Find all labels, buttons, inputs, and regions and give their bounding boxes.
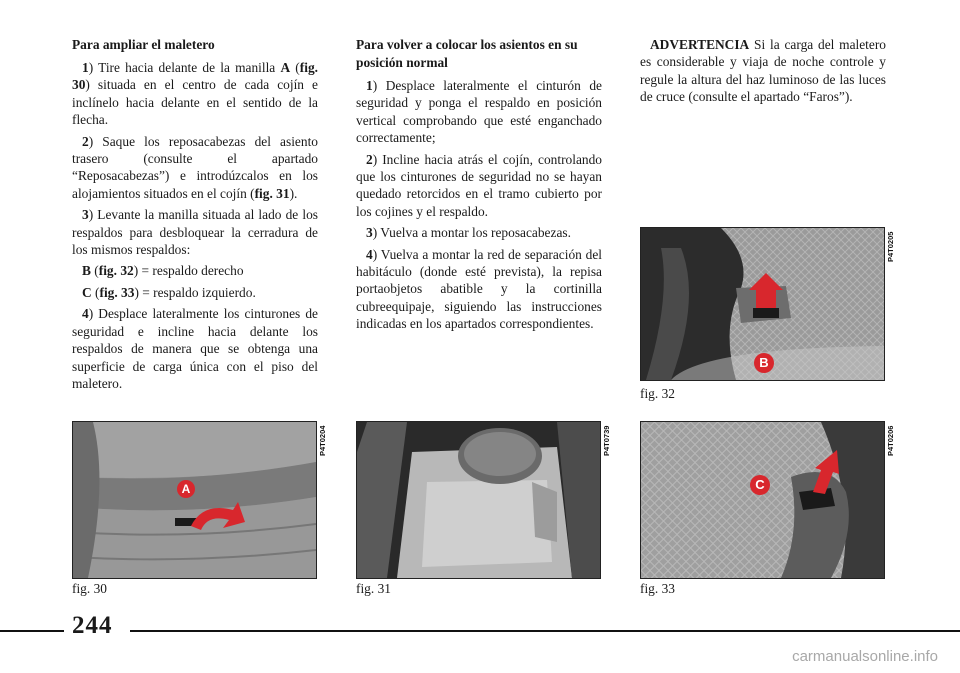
fig-ref: fig. 32 [98, 263, 134, 279]
step-number: 4 [82, 306, 89, 322]
section-heading-restore-seats: Para volver a colocar los asientos en su posición normal [356, 37, 578, 70]
figure-33-photo [640, 421, 885, 579]
figure-code: P4T0205 [886, 231, 895, 262]
step-3: 3) Levante la manilla situada al lado de los respaldos para desbloquear la cerradura de los mismos respaldos: [72, 207, 318, 258]
figure-code: P4T0204 [318, 425, 327, 456]
label-a: A [280, 60, 291, 75]
step-3: 3) Vuelva a montar los reposacabezas. [366, 225, 571, 241]
step-number: 1 [82, 60, 89, 75]
step-1: 1) Desplace lateralmente el cinturón de seguridad y ponga el respaldo en posición vertical comprobando que esté enganchado correctamente; [356, 78, 602, 146]
figure-31-caption: fig. 31 [356, 581, 391, 596]
callout-label-b: B [759, 355, 769, 370]
step-number: 3 [82, 207, 89, 223]
figure-33-caption: fig. 33 [640, 581, 675, 596]
column-2 [356, 36, 602, 337]
step-4: 4) Vuelva a montar la red de separación del habitáculo (donde esté prevista), la repisa portaobjetos abatible y la cortinilla cubreequipaje, siguiendo las instrucciones indicadas en los apartados correspondientes. [356, 246, 602, 332]
step-4: 4) Desplace lateralmente los cinturones de seguridad e incline hacia delante los respaldos de manera que se obtenga una superficie de carga única con el piso del maletero. [72, 306, 318, 391]
warning-text: Si la carga del maletero es considerable y viaja de noche controle y regule la altura del haz luminoso de las luces de cruce (consulte el apartado “Faros”). [640, 37, 886, 105]
fig-ref: fig. 30 [72, 60, 318, 93]
footer-rule-left [0, 630, 64, 632]
figure-code: P4T0739 [602, 425, 611, 456]
seat-cushion-a-illustration [73, 422, 316, 578]
section-heading-enlarge-trunk: Para ampliar el maletero [72, 37, 215, 52]
figure-31-photo [356, 421, 601, 579]
headrest-storage-illustration [357, 422, 600, 578]
footer-rule-right [130, 630, 960, 632]
step-2: 2) Saque los reposacabezas del asiento trasero (consulte el apartado “Reposacabezas”) e introdúzcalos en los alojamientos situados en el cojín (fig. 31). [72, 133, 318, 201]
figure-32-photo [640, 227, 885, 381]
watermark-text: carmanualsonline.info [792, 648, 938, 665]
seat-latch-c-illustration [641, 422, 884, 578]
warning-note [640, 36, 886, 106]
fig-ref: fig. 33 [99, 284, 135, 300]
figure-30-caption: fig. 30 [72, 581, 107, 596]
callout-label-a: A [181, 482, 191, 496]
warning-label: ADVERTENCIA [650, 37, 750, 52]
step-1: 1) Tire hacia delante de la manilla A (fig. 30) situada en el centro de cada cojín e inclínelo hacia delante en el sentido de la flecha. [72, 60, 318, 128]
figure-30-photo [72, 421, 317, 579]
item-b: B (fig. 32) = respaldo derecho [82, 263, 244, 279]
callout-label-c: C [755, 477, 765, 492]
step-number: 3 [366, 225, 373, 241]
item-c: C (fig. 33) = respaldo izquierdo. [82, 284, 256, 300]
figure-32-caption: fig. 32 [640, 386, 675, 401]
column-3 [640, 36, 886, 110]
fig-ref: fig. 31 [254, 185, 290, 201]
step-2: 2) Incline hacia atrás el cojín, controlando que los cinturones de seguridad no se hayan quedado retorcidos en el tramo cubierto por los cojines y el respaldo. [356, 151, 602, 219]
step-number: 4 [366, 246, 373, 262]
page-number: 244 [72, 612, 113, 639]
step-number: 2 [82, 133, 89, 149]
figure-code: P4T0206 [886, 425, 895, 456]
step-number: 2 [366, 151, 373, 167]
step-number: 1 [366, 78, 373, 93]
column-1 [72, 36, 318, 396]
